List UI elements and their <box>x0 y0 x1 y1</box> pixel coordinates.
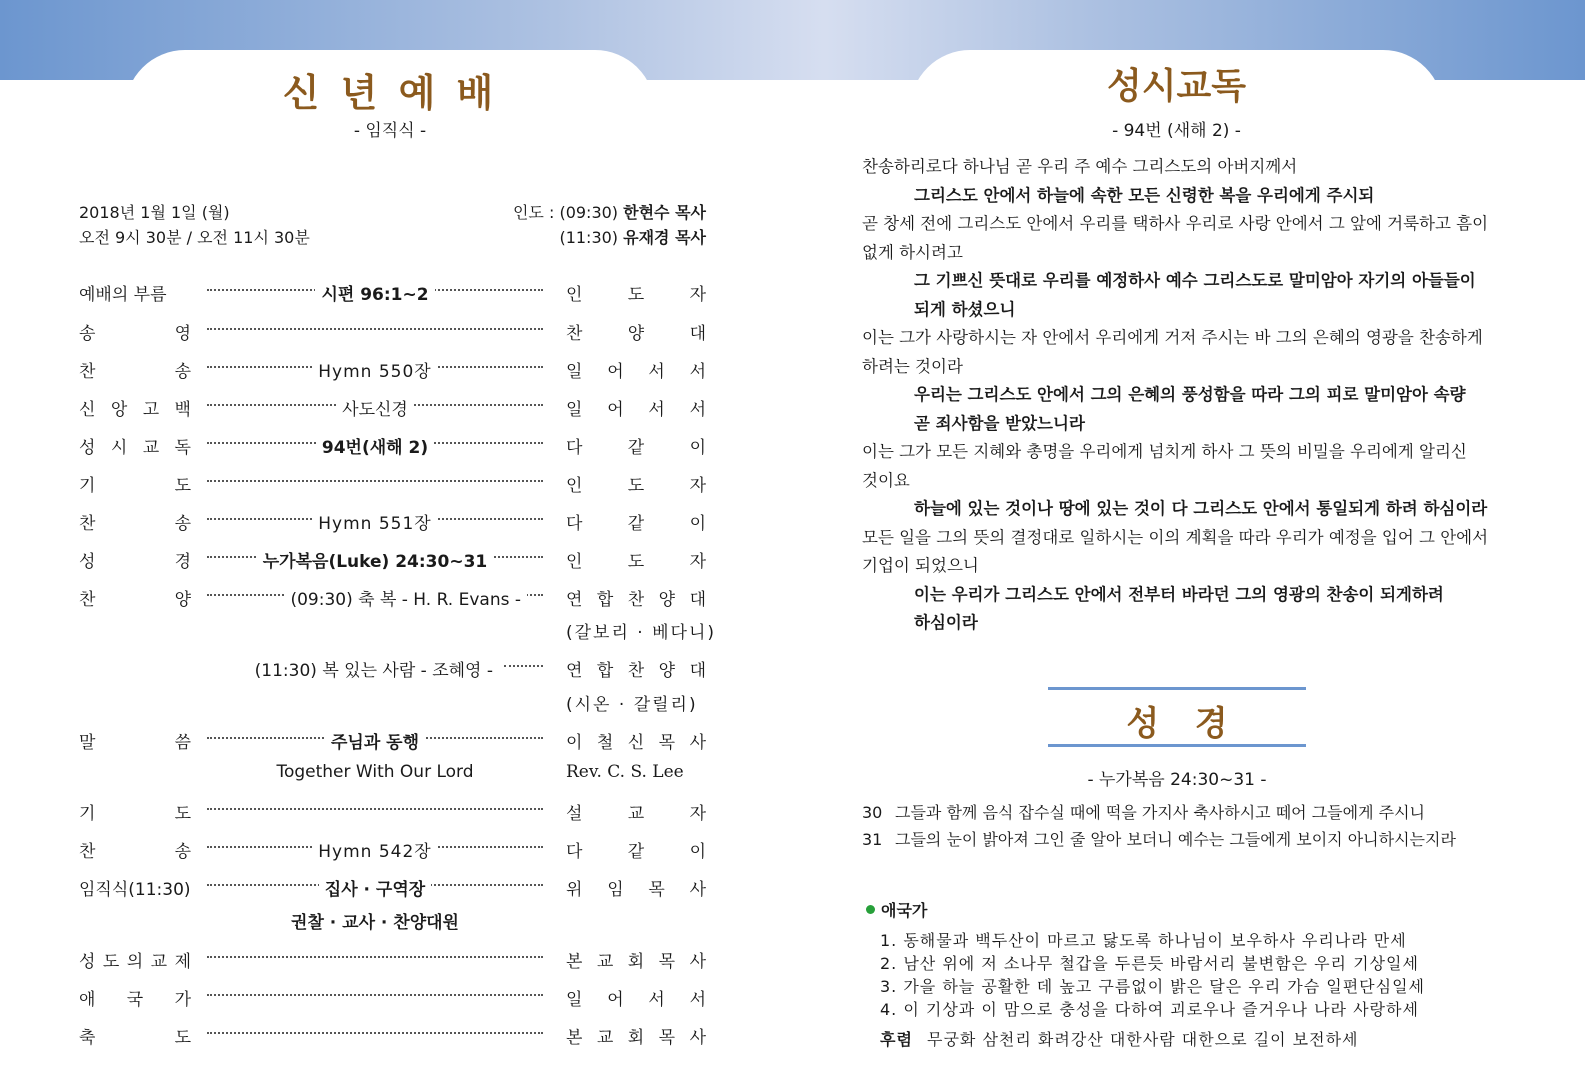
order-item-label: 말 씀 <box>79 733 191 753</box>
order-row <box>79 280 709 308</box>
order-row <box>79 656 709 684</box>
order-item-person: 위 임 목 사 <box>566 880 706 900</box>
order-item-person: 연 합 찬 양 대 <box>566 590 706 610</box>
order-item-label: 기 도 <box>79 476 191 496</box>
reading-line-congregation: 우리는 그리스도 안에서 그의 은혜의 풍성함을 따라 그의 피로 말미암아 속량 <box>914 385 1466 404</box>
order-item-person: 일 어 서 서 <box>566 990 706 1010</box>
responsive-reading <box>862 153 1502 638</box>
order-item-person: (시온 · 갈릴리) <box>566 695 698 715</box>
reading-line-leader: 하려는 것이라 <box>862 356 963 376</box>
leader2-time: (11:30) <box>559 228 619 247</box>
order-item-detail: Hymn 550장 <box>207 357 543 382</box>
order-row <box>79 690 709 718</box>
reading-line-congregation: 그 기쁘신 뜻대로 우리를 예정하사 예수 그리스도로 말미암아 자기의 아들들이 <box>914 271 1476 290</box>
order-item-label: 찬 송 <box>79 514 191 534</box>
order-row <box>79 547 709 575</box>
service-date: 2018년 1월 1일 (월) <box>79 203 230 222</box>
reading-line-congregation: 그리스도 안에서 하늘에 속한 모든 신령한 복을 우리에게 주시되 <box>914 185 1375 205</box>
order-item-person: 연 합 찬 양 대 <box>566 661 706 681</box>
scripture-title: 성 경 <box>1126 704 1228 744</box>
reading-line-leader: 없게 하시려고 <box>862 242 963 262</box>
reading-line-congregation: 이는 우리가 그리스도 안에서 전부터 바라던 그의 영광의 찬송이 되게하려 <box>914 584 1444 604</box>
order-item-person: 본 교 회 목 사 <box>566 952 706 972</box>
order-item-detail: Hymn 542장 <box>207 837 543 862</box>
service-times: 오전 9시 30분 / 오전 11시 30분 <box>79 228 310 247</box>
anthem-title: 애국가 <box>881 901 928 920</box>
order-item-detail: Hymn 551장 <box>207 509 543 534</box>
order-row <box>79 433 709 461</box>
anthem-section <box>866 898 1425 1050</box>
leader-block <box>440 200 706 250</box>
order-row <box>79 908 709 936</box>
leader-dots <box>207 1032 543 1034</box>
scripture-verse <box>862 826 1456 853</box>
right-page-subtitle: - 94번 (새해 2) - <box>1112 121 1241 141</box>
order-item-label: 기 도 <box>79 804 191 824</box>
left-page-title: 신 년 예 배 <box>282 71 498 115</box>
reading-line-congregation: 곧 죄사함을 받았느니라 <box>914 413 1085 433</box>
order-item-detail: 사도신경 <box>207 395 543 420</box>
reading-line-leader: 것이요 <box>862 470 910 490</box>
order-row <box>79 1023 709 1051</box>
leader-dots <box>207 328 543 330</box>
leader-dots <box>207 956 543 958</box>
order-item-person: 다 같 이 <box>566 438 706 458</box>
order-item-person: (갈보리 · 베다니) <box>566 623 717 643</box>
order-item-person: 인 도 자 <box>566 552 706 572</box>
order-row <box>79 799 709 827</box>
anthem-verse: 2. 남산 위에 저 소나무 철갑을 두른듯 바람서리 불변함은 우리 기상일세 <box>880 954 1419 973</box>
anthem-verses <box>880 929 1425 1021</box>
order-item-label: 송 영 <box>79 324 191 344</box>
leader-line-1 <box>440 200 706 225</box>
order-item-detail: 누가복음(Luke) 24:30~31 <box>207 547 543 572</box>
order-row <box>79 875 709 903</box>
order-item-label: 애 국 가 <box>79 990 191 1010</box>
service-date-block <box>79 200 310 250</box>
left-page-subtitle: - 임직식 - <box>353 121 427 141</box>
verse-text: 그들의 눈이 밝아져 그인 줄 알아 보더니 예수는 그들에게 보이지 아니하시는지라 <box>895 830 1456 849</box>
order-row <box>79 509 709 537</box>
anthem-verse: 1. 동해물과 백두산이 마르고 닳도록 하나님이 보우하사 우리나라 만세 <box>880 931 1407 950</box>
order-item-label: 성 도 의 교 제 <box>79 952 191 972</box>
scripture-verses <box>862 799 1456 853</box>
order-item-detail: 권찰 · 교사 · 찬양대원 <box>291 913 459 933</box>
order-item-detail: (09:30) 축 복 - H. R. Evans - <box>207 585 527 610</box>
order-row <box>79 947 709 975</box>
reading-line-congregation: 되게 하셨으니 <box>914 299 1016 319</box>
leader-dots <box>207 994 543 996</box>
scripture-verse <box>862 799 1456 826</box>
leader-dots <box>207 480 543 482</box>
leader1-time: (09:30) <box>559 203 619 222</box>
order-item-detail: Together With Our Lord <box>276 762 474 782</box>
order-item-person: Rev. C. S. Lee <box>566 762 684 782</box>
order-item-person: 이 철 신 목 사 <box>566 733 706 753</box>
scripture-bar-bottom <box>1048 744 1306 747</box>
reading-line-leader: 찬송하리로다 하나님 곧 우리 주 예수 그리스도의 아버지께서 <box>862 157 1298 176</box>
reading-line-congregation: 하늘에 있는 것이나 땅에 있는 것이 다 그리스도 안에서 통일되게 하려 하심이라 <box>914 499 1488 518</box>
order-item-person: 인 도 자 <box>566 285 706 305</box>
chorus-text: 무궁화 삼천리 화려강산 대한사람 대한으로 길이 보전하세 <box>927 1030 1359 1049</box>
order-item-person: 일 어 서 서 <box>566 400 706 420</box>
order-row <box>79 471 709 499</box>
reading-line-leader: 모든 일을 그의 뜻의 결정대로 일하시는 이의 계획을 따라 우리가 예정을 입어 그 안에서 <box>862 527 1489 547</box>
order-item-person: 찬 양 대 <box>566 324 706 344</box>
anthem-verse: 3. 가을 하늘 공활한 데 높고 구름없이 밝은 달은 우리 가슴 일편단심일세 <box>880 977 1425 996</box>
order-item-detail: 94번(새해 2) <box>207 433 543 458</box>
order-item-label: 성 시 교 독 <box>79 438 191 458</box>
verse-number: 31 <box>862 830 883 849</box>
order-row <box>79 762 709 790</box>
order-item-person: 다 같 이 <box>566 514 706 534</box>
reading-line-leader: 이는 그가 사랑하시는 자 안에서 우리에게 거저 주시는 바 그의 은혜의 영광을 찬송하게 <box>862 328 1483 347</box>
reading-line-leader: 기업이 되었으니 <box>862 556 979 575</box>
leader-dots <box>504 665 543 667</box>
leader2-name: 유재경 목사 <box>623 228 706 247</box>
order-row <box>79 357 709 385</box>
scripture-bar-top <box>1048 687 1306 690</box>
order-row <box>79 395 709 423</box>
order-row <box>79 837 709 865</box>
order-row <box>79 618 717 646</box>
order-item-detail: (11:30) 복 있는 사람 - 조혜영 - <box>199 656 499 681</box>
order-item-label: 임직식(11:30) <box>79 880 191 900</box>
right-page-title: 성시교독 <box>1106 66 1247 107</box>
leader1-name: 한현수 목사 <box>623 203 706 222</box>
order-item-person: 인 도 자 <box>566 476 706 496</box>
scripture-reference: - 누가복음 24:30~31 - <box>1087 770 1267 790</box>
reading-line-leader: 곧 창세 전에 그리스도 안에서 우리를 택하사 우리로 사랑 안에서 그 앞에 거룩하고 흠이 <box>862 214 1489 233</box>
order-item-label: 예배의 부름 <box>79 285 167 305</box>
order-item-person: 다 같 이 <box>566 842 706 862</box>
bullet-icon <box>866 905 875 914</box>
order-item-person: 일 어 서 서 <box>566 362 706 382</box>
anthem-heading <box>866 898 1425 921</box>
reading-line-congregation: 하심이라 <box>914 613 978 632</box>
order-item-person: 설 교 자 <box>566 804 706 824</box>
order-item-label: 성 경 <box>79 552 191 572</box>
verse-text: 그들과 함께 음식 잡수실 때에 떡을 가지사 축사하시고 떼어 그들에게 주시니 <box>895 803 1425 822</box>
order-row <box>79 985 709 1013</box>
order-item-label: 찬 송 <box>79 842 191 862</box>
leader-label: 인도 : <box>512 203 555 222</box>
leader-line-2 <box>440 225 706 250</box>
order-row <box>79 319 709 347</box>
order-item-label: 찬 송 <box>79 362 191 382</box>
anthem-verse: 4. 이 기상과 이 맘으로 충성을 다하여 괴로우나 즐거우나 나라 사랑하세 <box>880 1000 1419 1019</box>
order-item-detail: 집사 · 구역장 <box>207 875 543 900</box>
order-item-label: 축 도 <box>79 1028 191 1048</box>
reading-line-leader: 이는 그가 모든 지혜와 총명을 우리에게 넘치게 하사 그 뜻의 비밀을 우리에게 알리신 <box>862 442 1467 461</box>
verse-number: 30 <box>862 803 883 822</box>
order-row <box>79 728 709 756</box>
order-item-label: 찬 양 <box>79 590 191 610</box>
leader-dots <box>207 808 543 810</box>
order-item-label: 신 앙 고 백 <box>79 400 191 420</box>
chorus-label: 후렴 <box>880 1030 913 1049</box>
order-item-detail: 주님과 동행 <box>207 728 543 753</box>
order-item-person: 본 교 회 목 사 <box>566 1028 706 1048</box>
order-item-detail: 시편 96:1~2 <box>207 280 543 305</box>
order-row <box>79 585 709 613</box>
anthem-chorus <box>880 1027 1425 1050</box>
